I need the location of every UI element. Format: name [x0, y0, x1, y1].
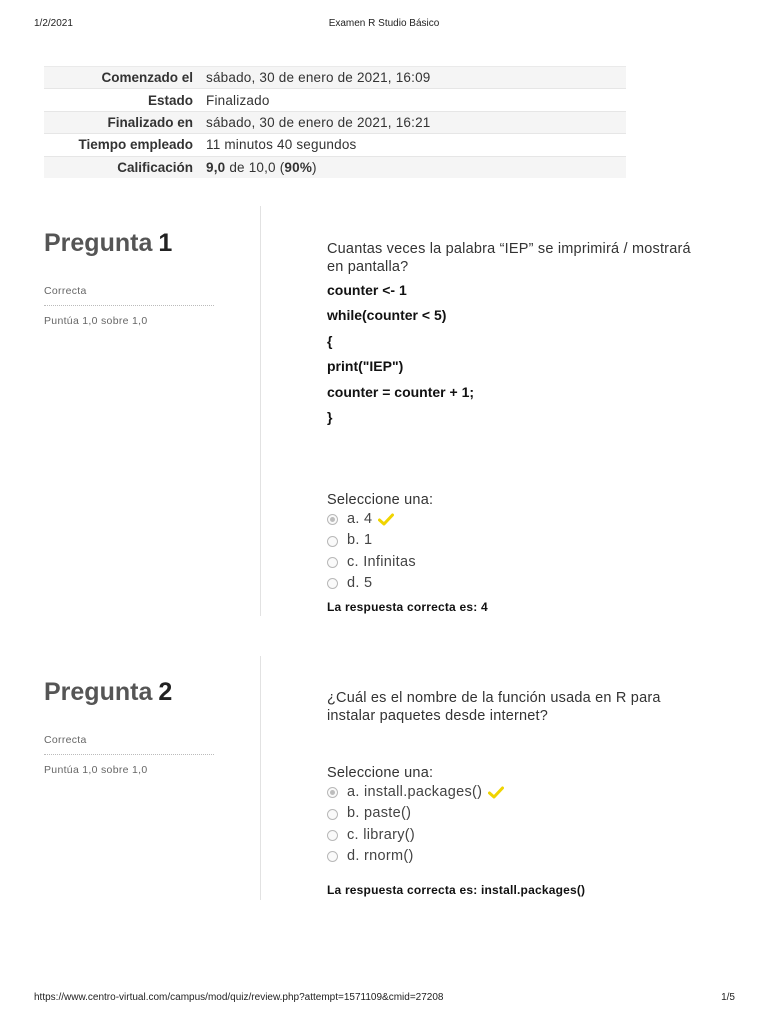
correct-answer-feedback: La respuesta correcta es: install.packages(): [327, 883, 586, 897]
answer-options: [327, 782, 504, 868]
grade-percent: 90%: [284, 160, 313, 175]
grade-close: ): [312, 160, 317, 175]
summary-label: Tiempo empleado: [44, 134, 199, 156]
radio-button[interactable]: [327, 557, 338, 568]
print-title: Examen R Studio Básico: [328, 18, 440, 29]
question-state: Correcta: [44, 734, 214, 755]
print-header: [0, 18, 768, 32]
summary-value: sábado, 30 de enero de 2021, 16:09: [199, 67, 626, 89]
summary-row: [44, 156, 626, 178]
correct-answer-feedback: La respuesta correcta es: 4: [327, 600, 488, 614]
summary-label: Comenzado el: [44, 67, 199, 89]
option-label: b. 1: [347, 532, 373, 549]
answer-option[interactable]: [327, 530, 416, 551]
summary-label: Finalizado en: [44, 111, 199, 133]
answer-option[interactable]: [327, 846, 504, 867]
question-text: Cuantas veces la palabra “IEP” se imprimirá / mostrará en pantalla?: [327, 241, 691, 275]
checkmark-icon: [488, 786, 504, 799]
print-date: 1/2/2021: [34, 18, 73, 29]
question-heading: [44, 228, 214, 258]
summary-row: [44, 67, 626, 89]
answer-option[interactable]: [327, 825, 504, 846]
question-heading: [44, 677, 214, 707]
question-number: 1: [158, 229, 173, 257]
option-label: b. paste(): [347, 805, 412, 822]
option-label: c. library(): [347, 826, 416, 843]
code-line: print("IEP"): [327, 358, 404, 375]
answer-prompt: Seleccione una:: [327, 492, 434, 508]
radio-button[interactable]: [327, 578, 338, 589]
answer-option[interactable]: [327, 803, 504, 824]
answer-option[interactable]: [327, 509, 416, 530]
radio-button[interactable]: [327, 851, 338, 862]
checkmark-icon: [378, 513, 394, 526]
question-heading-label: Pregunta: [44, 678, 153, 706]
question-info-1: [44, 228, 214, 327]
radio-button[interactable]: [327, 536, 338, 547]
code-line: counter = counter + 1;: [327, 383, 475, 400]
question-number: 2: [158, 678, 173, 706]
option-label: d. 5: [347, 575, 373, 592]
code-line: {: [327, 332, 333, 349]
answer-options: [327, 509, 416, 595]
question-text: ¿Cuál es el nombre de la función usada en R para instalar paquetes desde internet?: [327, 690, 661, 724]
print-page-number: 1/5: [721, 992, 735, 1003]
option-label: c. Infinitas: [347, 553, 416, 570]
radio-button-selected[interactable]: [327, 514, 338, 525]
answer-prompt: Seleccione una:: [327, 765, 434, 781]
print-footer: [0, 992, 768, 1006]
grade-score: 9,0: [206, 160, 226, 175]
question-divider: [260, 206, 261, 616]
grade-of-text: de 10,0 (: [225, 160, 285, 175]
option-label: d. rnorm(): [347, 848, 414, 865]
print-url: https://www.centro-virtual.com/campus/mod/quiz/review.php?attempt=1571109&cmid=27208: [34, 992, 444, 1003]
answer-option[interactable]: [327, 573, 416, 594]
summary-row: [44, 89, 626, 111]
question-info-2: [44, 677, 214, 776]
question-grade: Puntúa 1,0 sobre 1,0: [44, 315, 148, 327]
summary-value: 11 minutos 40 segundos: [199, 134, 626, 156]
summary-value: Finalizado: [199, 89, 626, 111]
radio-button[interactable]: [327, 830, 338, 841]
answer-option[interactable]: [327, 782, 504, 803]
option-label: a. install.packages(): [347, 784, 483, 800]
summary-label: Calificación: [44, 156, 199, 178]
summary-row: [44, 111, 626, 133]
summary-value: sábado, 30 de enero de 2021, 16:21: [199, 111, 626, 133]
radio-button-selected[interactable]: [327, 787, 338, 798]
code-line: while(counter < 5): [327, 307, 447, 324]
answer-option[interactable]: [327, 552, 416, 573]
radio-button[interactable]: [327, 809, 338, 820]
question-state: Correcta: [44, 285, 214, 306]
attempt-summary-table: [44, 66, 626, 178]
option-label: a. 4: [347, 511, 373, 527]
question-divider: [260, 656, 261, 900]
question-grade: Puntúa 1,0 sobre 1,0: [44, 764, 148, 776]
summary-label: Estado: [44, 89, 199, 111]
question-heading-label: Pregunta: [44, 229, 153, 257]
code-line: counter <- 1: [327, 282, 407, 298]
code-line: }: [327, 408, 333, 425]
code-block: [327, 278, 474, 430]
summary-row: [44, 134, 626, 156]
summary-grade-value: [199, 156, 626, 178]
